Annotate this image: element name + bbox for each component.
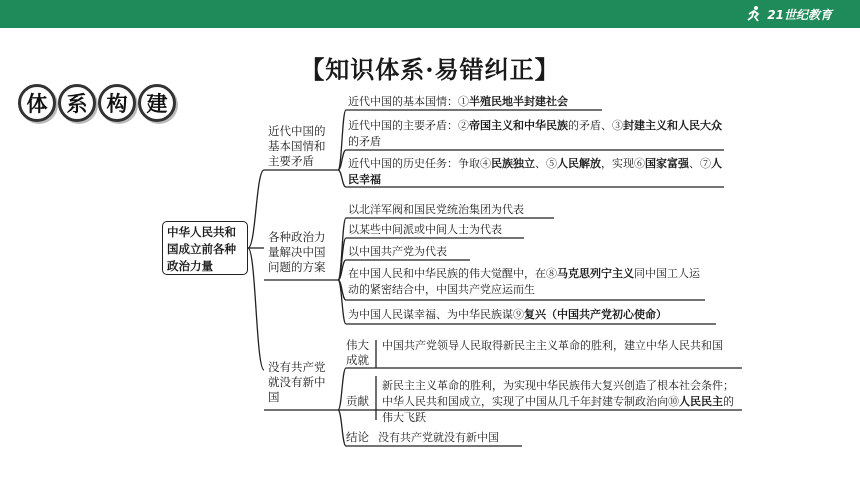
leaf-item: 在中国人民和中华民族的伟大觉醒中，在⑧马克思列宁主义同中国工人运动的紧密结合中，中国共产党应运而生 (348, 267, 700, 296)
sub-label: 结论 (346, 430, 369, 444)
leaf-item: 中国共产党领导人民取得新民主主义革命的胜利，建立中华人民共和国 (382, 339, 723, 352)
branch-label: 近代中国的基本国情和主要矛盾 (268, 124, 326, 168)
badge-char: 体 (18, 84, 56, 122)
badge-char: 系 (58, 84, 96, 122)
sub-label: 贡献 (346, 394, 369, 408)
leaf-item: 以某些中间派或中间人士为代表 (348, 223, 502, 236)
leaf-item: 为中国人民谋幸福、为中华民族谋⑨复兴（中国共产党初心使命） (348, 308, 667, 321)
leaf-item: 近代中国的主要矛盾：②帝国主义和中华民族的矛盾、③封建主义和人民大众的矛盾 (348, 119, 722, 148)
leaf-item: 新民主主义革命的胜利，为实现中华民族伟大复兴创造了根本社会条件；中华人民共和国成立，实现了中国从几千年封建专制政治向⑩人民民主的伟大飞跃 (382, 379, 734, 424)
leaf-item: 近代中国的历史任务：争取④民族独立、⑤人民解放，实现⑥国家富强、⑦人民幸福 (348, 157, 722, 186)
sub-label: 伟大成就 (346, 338, 369, 367)
badge-char: 建 (138, 84, 176, 122)
leaf-item: 没有共产党就没有新中国 (378, 431, 499, 444)
leaf-item: 以中国共产党为代表 (348, 245, 447, 258)
page-title: 【知识体系·易错纠正】 (300, 55, 560, 84)
leaf-item: 以北洋军阀和国民党统治集团为代表 (348, 203, 524, 216)
branch-label: 各种政治力量解决中国问题的方案 (268, 230, 326, 274)
leaf-item: 近代中国的基本国情：①半殖民地半封建社会 (348, 95, 568, 108)
badge-char: 构 (98, 84, 136, 122)
root-node: 中华人民共和国成立前各种政治力量 (162, 221, 248, 275)
branch-label: 没有共产党就没有新中国 (268, 360, 326, 404)
brand-logo-text: 21世纪教育 (767, 7, 832, 22)
